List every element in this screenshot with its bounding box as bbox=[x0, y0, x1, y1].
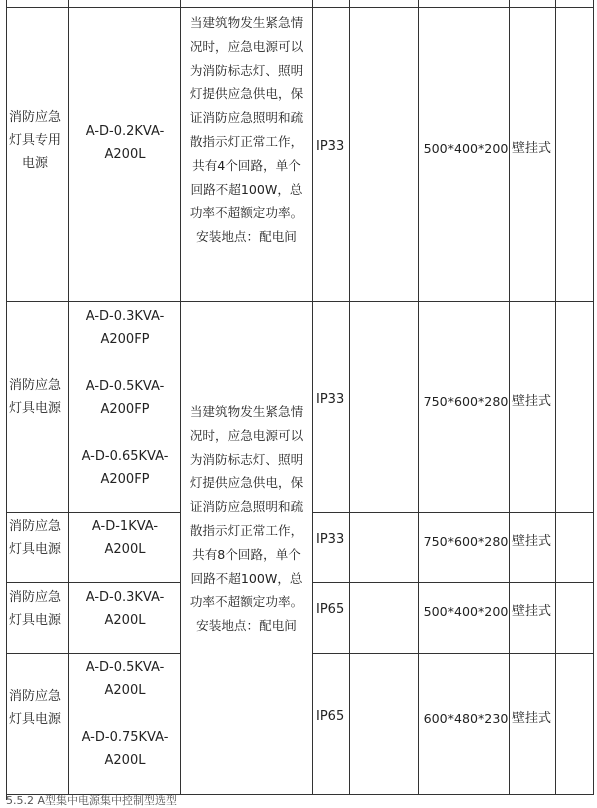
row4-ip-rating: IP65 bbox=[316, 602, 345, 617]
grid-line bbox=[312, 582, 594, 583]
row4-dimensions: 500*400*200 bbox=[423, 604, 509, 619]
row4-model: A-D-0.3KVA- A200L bbox=[85, 590, 165, 628]
rows2-5-description: 当建筑物发生紧急情 况时，应急电源可以 为消防标志灯、照明 灯提供应急供电，保 证消防应急照明和疏 散指示灯正常工作， 共有8个回路，单个 回路不超100W，总 功率不超额定功率。 安装地点：配电间 bbox=[189, 404, 304, 634]
grid-line bbox=[312, 512, 594, 513]
row4-name: 消防应急 灯具电源 bbox=[8, 590, 61, 628]
row1-ip-rating: IP33 bbox=[316, 139, 345, 154]
row3-ip-rating: IP33 bbox=[316, 532, 345, 547]
grid-line bbox=[6, 653, 181, 654]
row5-mount: 壁挂式 bbox=[512, 711, 552, 726]
row4-mount: 壁挂式 bbox=[512, 604, 552, 619]
row5-model: A-D-0.5KVA- A200L A-D-0.75KVA- A200L bbox=[81, 660, 169, 768]
grid-line bbox=[68, 0, 69, 795]
grid-line bbox=[6, 301, 594, 302]
row2-ip-rating: IP33 bbox=[316, 392, 345, 407]
row5-dimensions: 600*480*230 bbox=[423, 711, 509, 726]
grid-line bbox=[180, 0, 181, 795]
row3-name: 消防应急 灯具电源 bbox=[8, 519, 61, 557]
row1-dimensions: 500*400*200 bbox=[423, 141, 509, 156]
grid-line bbox=[6, 512, 181, 513]
row1-name: 消防应急 灯具专用 电源 bbox=[8, 110, 61, 171]
grid-line bbox=[593, 0, 594, 795]
grid-line bbox=[418, 0, 419, 795]
grid-line bbox=[312, 0, 313, 795]
row2-name: 消防应急 灯具电源 bbox=[8, 378, 61, 416]
row3-model: A-D-1KVA- A200L bbox=[91, 519, 159, 557]
grid-line bbox=[6, 582, 181, 583]
row1-mount: 壁挂式 bbox=[512, 141, 552, 156]
row2-mount: 壁挂式 bbox=[512, 394, 552, 409]
row2-dimensions: 750*600*280 bbox=[423, 394, 509, 409]
grid-line bbox=[312, 653, 594, 654]
row1-model: A-D-0.2KVA- A200L bbox=[85, 124, 165, 162]
grid-line bbox=[6, 7, 594, 8]
next-section-heading: 5.5.2 A型集中电源集中控制型选型 bbox=[6, 794, 178, 807]
row1-description: 当建筑物发生紧急情 况时，应急电源可以 为消防标志灯、照明 灯提供应急供电，保 证消防应急照明和疏 散指示灯正常工作， 共有4个回路，单个 回路不超100W，总 功率不超额定功率。 安装地点：配电间 bbox=[189, 15, 304, 245]
row2-model: A-D-0.3KVA- A200FP A-D-0.5KVA- A200FP A-D-0.65KVA- A200FP bbox=[81, 309, 169, 487]
row3-mount: 壁挂式 bbox=[512, 534, 552, 549]
row3-dimensions: 750*600*280 bbox=[423, 534, 509, 549]
row5-ip-rating: IP65 bbox=[316, 709, 345, 724]
row5-name: 消防应急 灯具电源 bbox=[8, 689, 61, 727]
